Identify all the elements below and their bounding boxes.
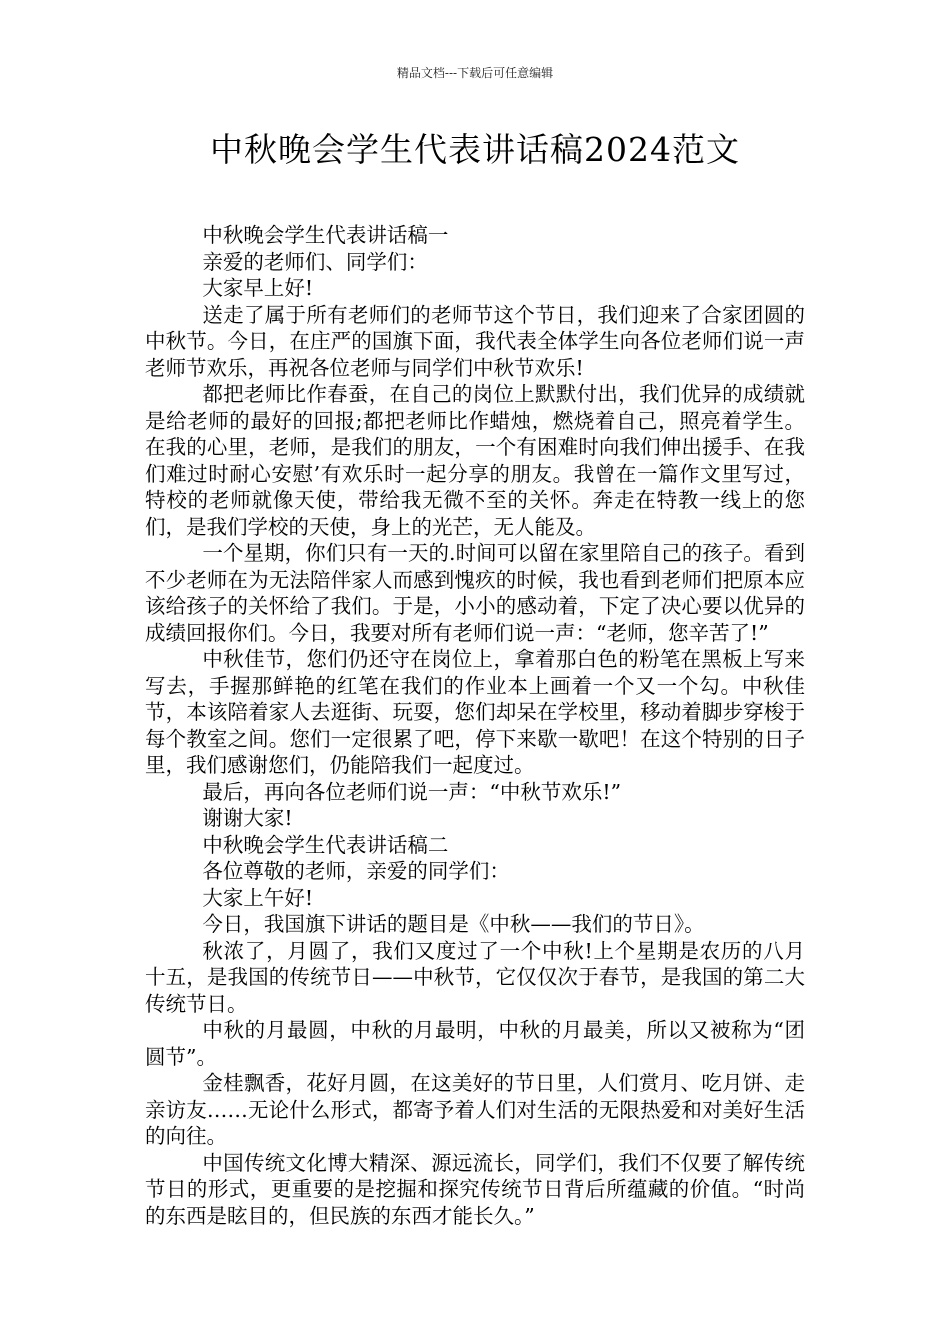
document-body bbox=[145, 222, 805, 1229]
paragraph: 最后，再向各位老师们说一声：“中秋节欢乐!” bbox=[202, 779, 622, 804]
document-title: 中秋晚会学生代表讲话稿2024范文 bbox=[210, 130, 740, 169]
paragraph: 中国传统文化博大精深、源远流长，同学们，我们不仅要了解传统节日的形式，更重要的是挖掘和探究传统节日背后所蕴藏的价值。“时尚的东西是眩目的，但民族的东西才能长久。” bbox=[145, 1150, 805, 1228]
paragraph: 中秋佳节，您们仍还守在岗位上，拿着那白色的粉笔在黑板上写来写去，手握那鲜艳的红笔在我们的作业本上画着一个又一个勾。中秋佳节，本该陪着家人去逛街、玩耍，您们却呆在学校里，移动着脚步穿梭于每个教室之间。您们一定很累了吧，停下来歇一歇吧！在这个特别的日子里，我们感谢您们，仍能陪我们一起度过。 bbox=[145, 647, 805, 777]
paragraph: 大家上午好! bbox=[202, 885, 314, 910]
paragraph: 都把老师比作春蚕，在自己的岗位上默默付出，我们优异的成绩就是给老师的最好的回报;都把老师比作蜡烛，燃烧着自己，照亮着学生。在我的心里，老师，是我们的朋友，一个有困难时向我们伸出援手、在我们难过时耐心安慰’有欢乐时一起分享的朋友。我曾在一篇作文里写过，特校的老师就像天使，带给我无微不至的关怀。奔走在特教一线上的您们，是我们学校的天使，身上的光芒，无人能及。 bbox=[145, 382, 805, 539]
paragraph: 大家早上好! bbox=[202, 276, 314, 300]
paragraph: 各位尊敬的老师，亲爱的同学们： bbox=[202, 859, 510, 883]
paragraph: 亲爱的老师们、同学们： bbox=[202, 249, 428, 274]
paragraph: 中秋晚会学生代表讲话稿一 bbox=[202, 223, 449, 247]
paragraph: 一个星期，你们只有一天的.时间可以留在家里陪自己的孩子。看到不少老师在为无法陪伴家人而感到愧疚的时候，我也看到老师们把原本应该给孩子的关怀给了我们。于是，小小的感动着，下定了决心要以优异的成绩回报你们。今日，我要对所有老师们说一声：“老师，您辛苦了!” bbox=[145, 541, 805, 645]
paragraph: 今日，我国旗下讲话的题目是《中秋——我们的节日》。 bbox=[202, 912, 705, 936]
paragraph: 送走了属于所有老师们的老师节这个节日，我们迎来了合家团圆的中秋节。今日，在庄严的国旗下面，我代表全体学生向各位老师们说一声老师节欢乐，再祝各位老师与同学们中秋节欢乐! bbox=[145, 302, 805, 380]
paragraph: 金桂飘香，花好月圆，在这美好的节日里，人们赏月、吃月饼、走亲访友……无论什么形式，都寄予着人们对生活的无限热爱和对美好生活的向往。 bbox=[145, 1071, 805, 1148]
paragraph: 中秋的月最圆，中秋的月最明，中秋的月最美，所以又被称为“团圆节”。 bbox=[145, 1018, 805, 1069]
page-header: 精品文档---下载后可任意编辑 bbox=[396, 66, 554, 80]
paragraph: 谢谢大家! bbox=[202, 806, 293, 830]
paragraph: 中秋晚会学生代表讲话稿二 bbox=[202, 832, 449, 857]
paragraph: 秋浓了，月圆了，我们又度过了一个中秋!上个星期是农历的八月十五，是我国的传统节日——中秋节，它仅仅次于春节，是我国的第二大传统节日。 bbox=[145, 938, 805, 1016]
